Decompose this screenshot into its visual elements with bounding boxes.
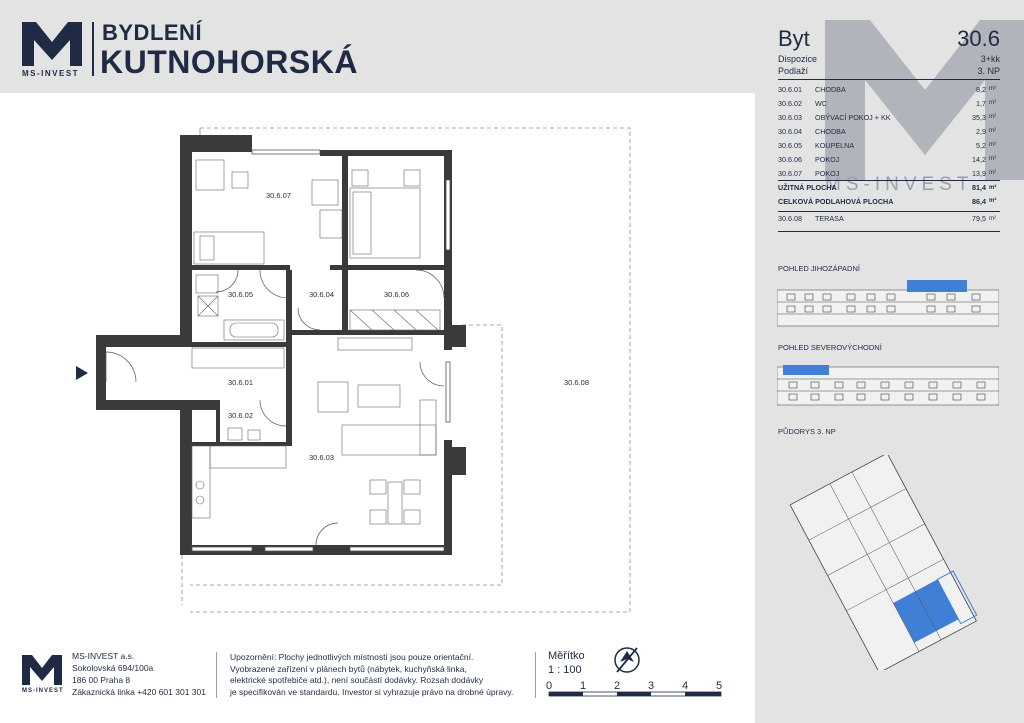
company-name: MS-INVEST a.s.	[72, 651, 135, 661]
company-city: 186 00 Praha 8	[72, 675, 131, 685]
scale-title: Měřítko	[548, 650, 585, 662]
floor-plan	[0, 93, 755, 638]
table-row: 30.6.07 POKOJ 13,9 m²	[778, 168, 996, 178]
footer-logo-icon	[22, 655, 62, 685]
apartment-label: Byt	[778, 26, 810, 51]
company-info	[72, 650, 206, 698]
scale-tick-2: 2	[614, 680, 621, 692]
floor-key-plan	[780, 455, 1005, 670]
disclaimer-note: Upozornění: Plochy jednotlivých místností jsou pouze orientační. Vyobrazené zařízení v plánech bytů (nábytek, kuchyňská linka, elektrické spotřebiče atd.), není součástí dodávky. Rozsah dodávky je specifikován ve standardu. Investor si vyhrazuje právo na drobné úpravy.	[230, 652, 514, 697]
room-label-05: 30.6.05	[228, 290, 254, 299]
elevation-ne	[777, 355, 999, 407]
panel-watermark-text: MS-INVEST	[825, 174, 974, 195]
scale-tick-3: 3	[648, 680, 655, 692]
table-row: 30.6.05 KOUPELNA 5,2 m²	[778, 140, 996, 150]
logo-subtitle: MS-INVEST	[22, 69, 80, 78]
uzitna-row: UŽITNÁ PLOCHA 81,4 m²	[778, 180, 1000, 194]
table-row: 30.6.03 OBÝVACÍ POKOJ + KK 35,3 m²	[778, 112, 996, 122]
apartment-number: 30.6	[957, 26, 1000, 51]
table-row: 30.6.01 CHODBA 8,2 m²	[778, 84, 996, 94]
divider	[778, 231, 1000, 232]
terrace-outline	[182, 128, 630, 612]
scale-tick-1: 1	[580, 680, 587, 692]
terasa-row: 30.6.08 TERASA 79,5 m²	[778, 211, 1000, 225]
divider	[778, 79, 1000, 80]
company-hotline: Zákaznická linka +420 601 301 301	[72, 687, 206, 697]
elevation-sw	[777, 276, 999, 328]
room-label-03: 30.6.03	[309, 453, 335, 462]
north-arrow-icon	[612, 645, 642, 675]
floorplan-label: PŮDORYS 3. NP	[778, 427, 836, 436]
company-street: Sokolovská 694/100a	[72, 663, 154, 673]
room-table	[778, 82, 1000, 225]
logo-divider	[92, 22, 94, 76]
right-panel	[755, 0, 1024, 723]
celkova-row: CELKOVÁ PODLAHOVÁ PLOCHA 86,4 m²	[778, 196, 997, 206]
footer-divider	[535, 652, 536, 698]
table-row: 30.6.02 WC 1,7 m²	[778, 98, 996, 108]
room-label-02: 30.6.02	[228, 411, 254, 420]
scale-ratio: 1 : 100	[548, 664, 582, 676]
ms-invest-logo-icon	[22, 22, 82, 66]
podlazi-value: 3. NP	[977, 66, 1000, 76]
table-row: 30.6.06 POKOJ 14,2 m²	[778, 154, 996, 164]
room-label-07: 30.6.07	[266, 191, 292, 200]
brand-line-2: KUTNOHORSKÁ	[100, 44, 358, 80]
footer-logo-subtitle: MS-INVEST	[22, 688, 64, 694]
scale-bar	[546, 678, 736, 702]
podlazi-label: Podlaží	[778, 66, 809, 76]
scale-tick-0: 0	[546, 680, 553, 692]
podlazi-row	[778, 66, 1000, 76]
room-label-01: 30.6.01	[228, 378, 254, 387]
brand-line-1: BYDLENÍ	[102, 20, 203, 45]
view-label-sw: POHLED JIHOZÁPADNÍ	[778, 264, 860, 273]
dispozice-label: Dispozice	[778, 54, 818, 64]
entry-arrow-icon	[76, 366, 88, 380]
room-label-08: 30.6.08	[564, 378, 590, 387]
dispozice-value: 3+kk	[980, 54, 1000, 64]
footer-divider	[216, 652, 217, 698]
scale-tick-4: 4	[682, 680, 689, 692]
dispozice-row	[778, 54, 1000, 64]
scale-tick-5: 5	[716, 680, 723, 692]
table-row: 30.6.04 CHODBA 2,9 m²	[778, 126, 996, 136]
header-band	[0, 0, 755, 93]
view-label-ne: POHLED SEVEROVÝCHODNÍ	[778, 343, 882, 352]
room-label-04: 30.6.04	[309, 290, 335, 299]
room-label-06: 30.6.06	[384, 290, 410, 299]
